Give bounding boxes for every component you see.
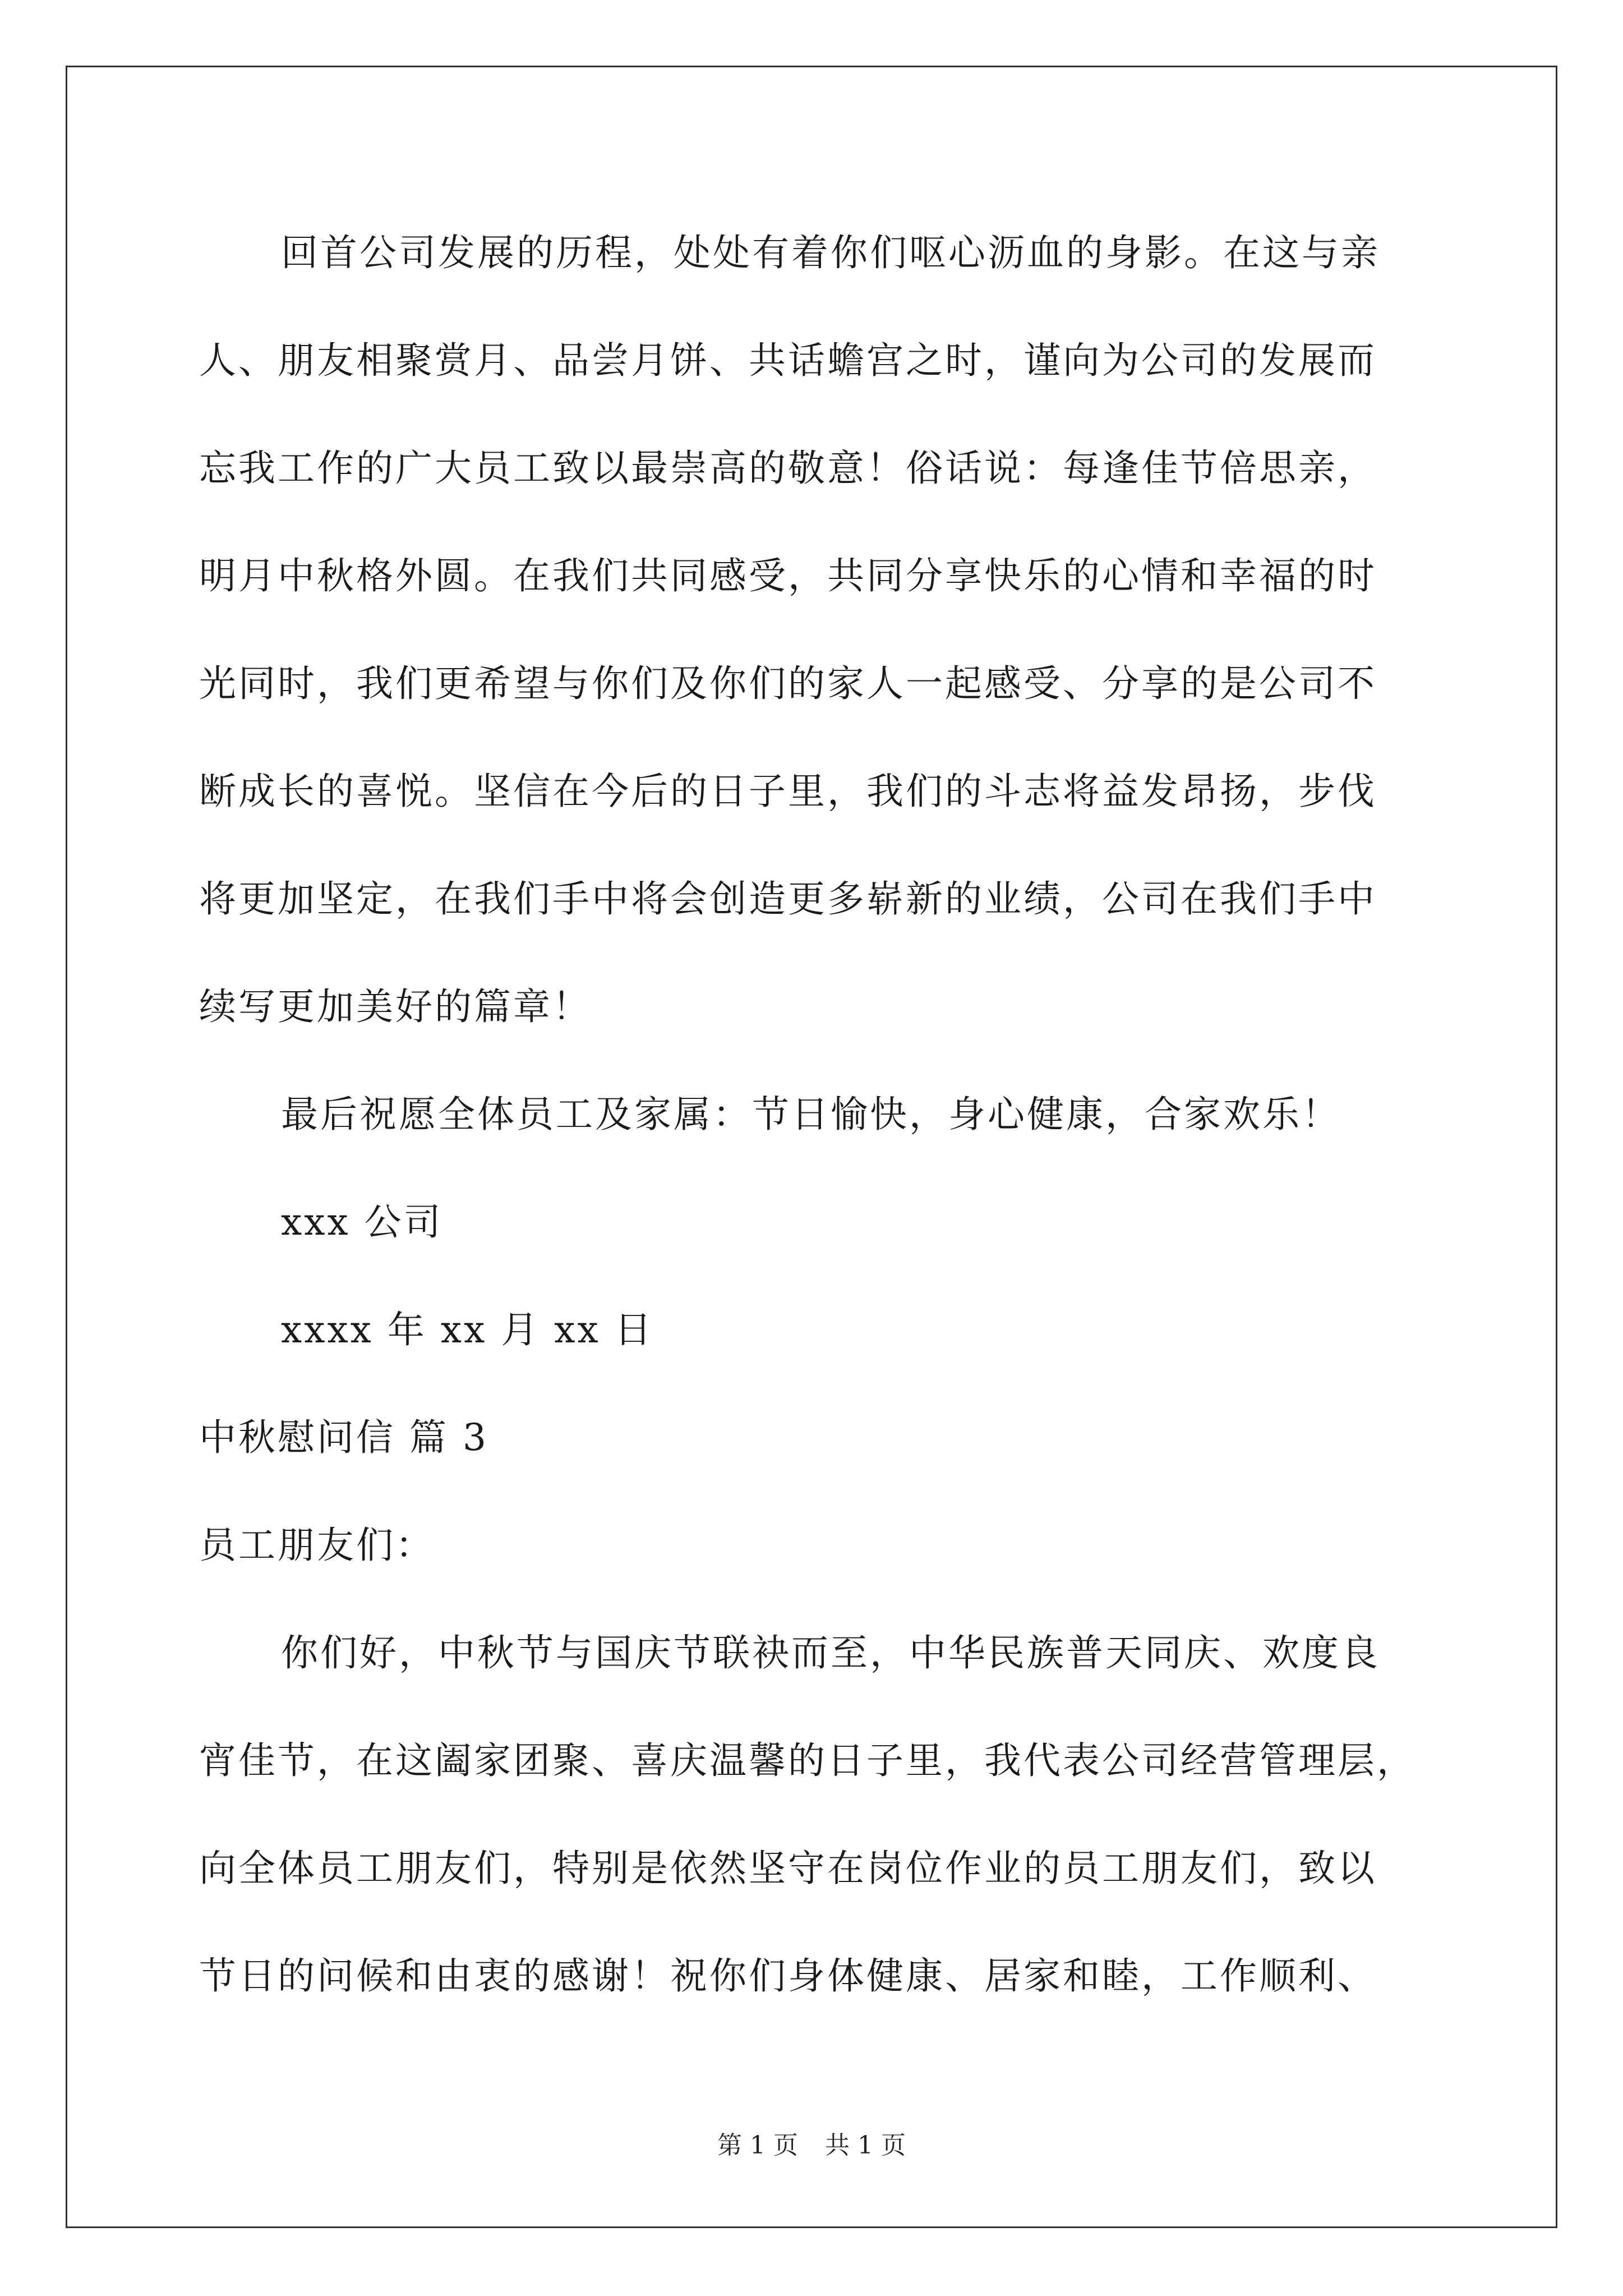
text-line: 忘我工作的广大员工致以最崇高的敬意！俗话说：每逢佳节倍思亲， bbox=[199, 447, 1377, 490]
text-line: 光同时，我们更希望与你们及你们的家人一起感受、分享的是公司不 bbox=[199, 662, 1377, 705]
text-line: 宵佳节，在这阖家团聚、喜庆温馨的日子里，我代表公司经营管理层， bbox=[199, 1739, 1416, 1782]
document-body bbox=[199, 199, 1444, 2030]
page-footer bbox=[0, 2129, 1623, 2162]
page-number: 第 1 页 bbox=[717, 2131, 798, 2160]
text-line: 回首公司发展的历程，处处有着你们呕心沥血的身影。在这与亲 bbox=[281, 231, 1380, 274]
signature-company: xxx 公司 bbox=[281, 1200, 443, 1244]
page-total: 共 1 页 bbox=[825, 2131, 906, 2160]
text-line: 节日的问候和由衷的感谢！祝你们身体健康、居家和睦，工作顺利、 bbox=[199, 1954, 1377, 1998]
text-line: 你们好，中秋节与国庆节联袂而至，中华民族普天同庆、欢度良 bbox=[281, 1631, 1380, 1674]
text-line: 将更加坚定，在我们手中将会创造更多崭新的业绩，公司在我们手中 bbox=[199, 877, 1377, 921]
salutation: 员工朋友们： bbox=[199, 1524, 435, 1567]
text-line: 最后祝愿全体员工及家属：节日愉快，身心健康，合家欢乐！ bbox=[281, 1093, 1341, 1136]
text-line: 断成长的喜悦。坚信在今后的日子里，我们的斗志将益发昂扬，步伐 bbox=[199, 770, 1377, 813]
text-line: 续写更加美好的篇章！ bbox=[199, 985, 592, 1028]
text-line: 明月中秋格外圆。在我们共同感受，共同分享快乐的心情和幸福的时 bbox=[199, 554, 1377, 597]
text-line: 人、朋友相聚赏月、品尝月饼、共话蟾宫之时，谨向为公司的发展而 bbox=[199, 339, 1377, 382]
section-heading: 中秋慰问信 篇 3 bbox=[199, 1416, 488, 1459]
signature-date: xxxx 年 xx 月 xx 日 bbox=[281, 1308, 654, 1351]
text-line: 向全体员工朋友们，特别是依然坚守在岗位作业的员工朋友们，致以 bbox=[199, 1847, 1377, 1890]
